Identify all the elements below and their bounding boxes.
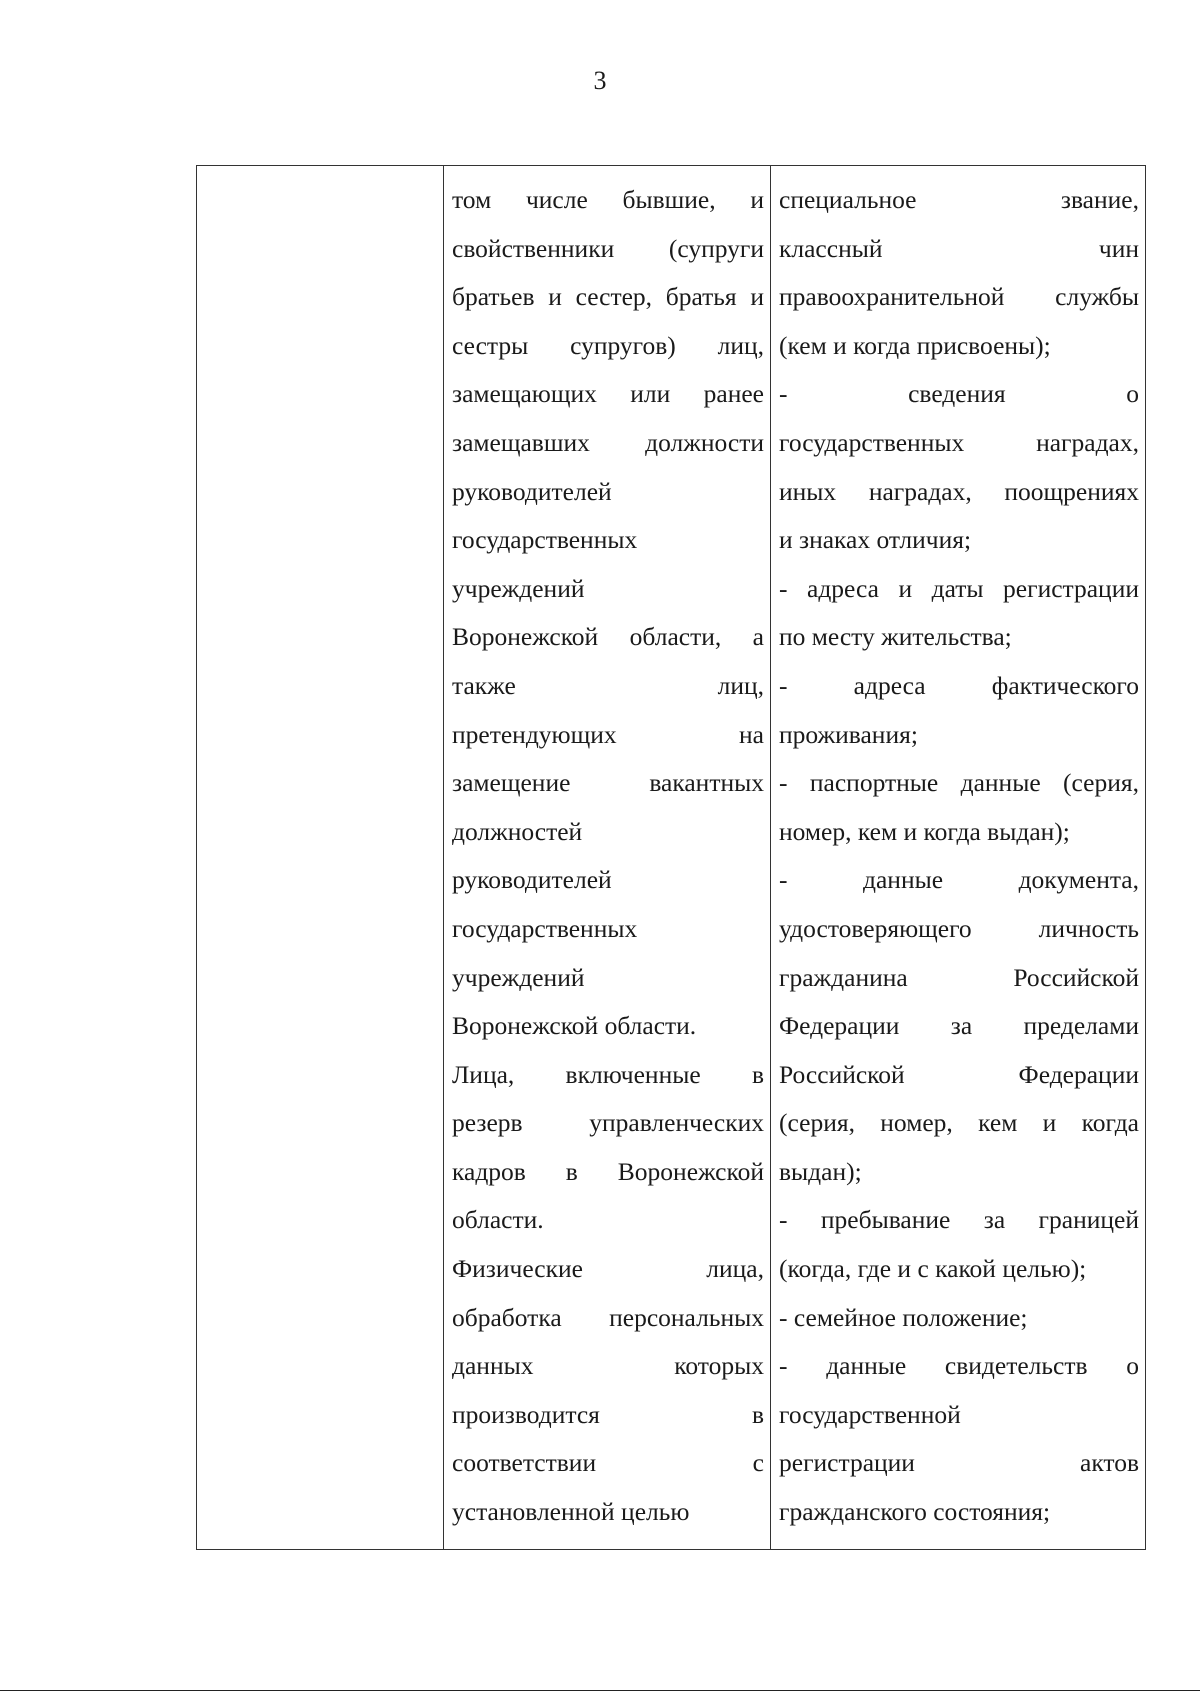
text-line: номер, кем и когда выдан);	[779, 816, 1070, 846]
text-line: претендующих на	[452, 719, 764, 749]
table-cell-subject-category	[197, 166, 444, 1550]
text-line: государственной	[779, 1399, 961, 1429]
text-line: руководителей	[452, 476, 612, 506]
text-line: регистрации актов	[779, 1448, 1139, 1478]
text-line: специальное звание,	[779, 185, 1139, 214]
text-line: - данные документа,	[779, 865, 1139, 895]
text-line: - адреса фактического	[779, 670, 1139, 700]
text-line: удостоверяющего личность	[779, 913, 1139, 943]
text-line: государственных	[452, 525, 638, 555]
table-cell-data-list	[771, 166, 1146, 1550]
text-line: сестры супругов) лиц,	[452, 330, 764, 360]
text-line: кадров в Воронежской	[452, 1156, 764, 1186]
text-line: Воронежской области.	[452, 1011, 697, 1041]
text-line: - адреса и даты регистрации	[779, 573, 1139, 603]
text-line: братьев и сестер, братья и	[452, 282, 764, 312]
text-line: Воронежской области, а	[452, 622, 764, 652]
text-line: - паспортные данные (серия,	[779, 768, 1139, 798]
text-line: замещающих или ранее	[452, 379, 764, 409]
page-number: 3	[593, 66, 607, 95]
text-line: том числе бывшие, и	[452, 185, 764, 214]
text-line: по месту жительства;	[779, 622, 1012, 652]
text-line: обработка персональных	[452, 1302, 764, 1332]
text-line: учреждений	[452, 573, 585, 603]
text-line: гражданского состояния;	[779, 1497, 1051, 1527]
text-line: замещение вакантных	[452, 768, 764, 798]
text-line: проживания;	[779, 719, 918, 749]
text-line: - семейное положение;	[779, 1302, 1028, 1332]
text-line: (серия, номер, кем и когда	[779, 1108, 1139, 1138]
text-line: руководителей	[452, 865, 612, 895]
text-line: и знаках отличия;	[779, 525, 972, 555]
text-line: - сведения о	[779, 379, 1139, 409]
table-row	[197, 166, 1146, 1550]
cell-content	[197, 166, 443, 185]
text-line: гражданина Российской	[779, 962, 1139, 992]
text-line: также лиц,	[452, 670, 764, 700]
text-line: должностей	[452, 816, 583, 846]
text-line: установленной целью	[452, 1497, 690, 1527]
text-line: соответствии с	[452, 1448, 764, 1478]
text-line: государственных наградах,	[779, 427, 1139, 457]
text-line: учреждений	[452, 962, 585, 992]
text-line: - пребывание за границей	[779, 1205, 1139, 1235]
text-line: свойственники (супруги	[452, 233, 764, 263]
bottom-divider	[0, 1690, 1200, 1691]
table-cell-persons	[444, 166, 771, 1550]
text-line: государственных	[452, 913, 638, 943]
text-line: данных которых	[452, 1351, 764, 1381]
text-line: - данные свидетельств о	[779, 1351, 1139, 1381]
text-line: правоохранительной службы	[779, 282, 1139, 312]
text-line: иных наградах, поощрениях	[779, 476, 1139, 506]
text-line: (кем и когда присвоены);	[779, 330, 1051, 360]
text-line: Физические лица,	[452, 1254, 764, 1284]
text-line: Федерации за пределами	[779, 1011, 1139, 1041]
cell-content	[771, 166, 1145, 1546]
text-line: замещавших должности	[452, 427, 764, 457]
text-line: Лица, включенные в	[452, 1059, 764, 1089]
text-line: выдан);	[779, 1156, 862, 1186]
text-line: Российской Федерации	[779, 1059, 1139, 1089]
text-line: классный чин	[779, 233, 1139, 263]
data-table	[196, 165, 1146, 1550]
text-line: производится в	[452, 1399, 764, 1429]
text-line: области.	[452, 1205, 544, 1235]
text-line: резерв управленческих	[452, 1108, 764, 1138]
cell-content	[444, 166, 770, 1546]
text-line: (когда, где и с какой целью);	[779, 1254, 1087, 1284]
